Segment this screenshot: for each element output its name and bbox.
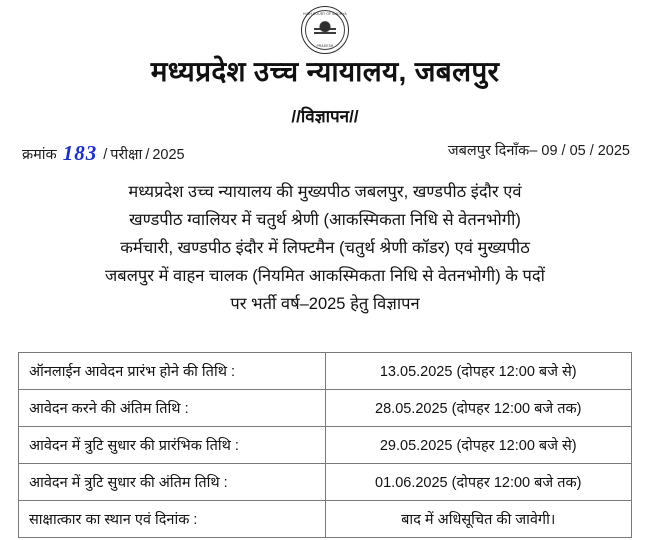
schedule-value: बाद में अधिसूचित की जावेगी। [325,501,632,538]
pariksha-label: परीक्षा [110,147,143,163]
schedule-label: साक्षात्कार का स्थान एवं दिनांक : [19,501,326,538]
schedule-value: 01.06.2025 (दोपहर 12:00 बजे तक) [325,464,632,501]
schedule-value: 29.05.2025 (दोपहर 12:00 बजे से) [325,427,632,464]
date-slash-2: / [589,143,594,159]
reference-number-group [22,140,185,165]
schedule-label: आवेदन करने की अंतिम तिथि : [19,390,326,427]
page-title: मध्यप्रदेश उच्च न्यायालय, जबलपुर [150,56,500,87]
paragraph-line: मध्यप्रदेश उच्च न्यायालय की मुख्यपीठ जबलपुर, खण्डपीठ इंदौर एवं [128,183,522,201]
date-year: 2025 [597,143,630,159]
table-row [19,390,632,427]
date-day: 09 [541,143,558,159]
date-label: दिनाँक– [494,143,538,159]
emblem-core-icon [314,19,336,41]
advertisement-paragraph [28,178,622,318]
high-court-emblem-icon [301,6,349,54]
place-date-group [448,140,630,160]
paragraph-line: खण्डपीठ ग्वालियर में चतुर्थ श्रेणी (आकस्मिकता निधि से वेतनभोगी) [129,211,521,229]
kramank-year: 2025 [152,147,185,163]
schedule-label: आवेदन में त्रुटि सुधार की अंतिम तिथि : [19,464,326,501]
kramank-slash-1: / [103,147,108,163]
schedule-label: ऑनलाईन आवेदन प्रारंभ होने की तिथि : [19,353,326,390]
emblem-text-bottom: PRADESH [316,44,334,48]
kramank-slash-2: / [145,147,150,163]
place-label: जबलपुर [447,143,491,159]
schedule-value: 28.05.2025 (दोपहर 12:00 बजे तक) [325,390,632,427]
emblem-text-top: HIGH COURT OF MADHYA [303,12,347,16]
kramank-label: क्रमांक [22,147,57,163]
schedule-value: 13.05.2025 (दोपहर 12:00 बजे से) [325,353,632,390]
date-slash-1: / [561,143,566,159]
table-row [19,353,632,390]
paragraph-line: पर भर्ती वर्ष–2025 हेतु विज्ञापन [230,295,420,313]
page-subtitle: //विज्ञापन// [291,107,359,126]
table-row [19,427,632,464]
schedule-label: आवेदन में त्रुटि सुधार की प्रारंभिक तिथि : [19,427,326,464]
paragraph-line: कर्मचारी, खण्डपीठ इंदौर में लिफ्टमैन (चतुर्थ श्रेणी कॉडर) एवं मुख्यपीठ [120,239,530,257]
table-row [19,464,632,501]
kramank-number-handwritten: 183 [62,141,98,165]
date-month: 05 [569,143,586,159]
meta-line [0,140,650,164]
schedule-table [18,352,632,538]
table-row [19,501,632,538]
paragraph-line: जबलपुर में वाहन चालक (नियमित आकस्मिकता निधि से वेतनभोगी) के पदों [105,267,545,285]
